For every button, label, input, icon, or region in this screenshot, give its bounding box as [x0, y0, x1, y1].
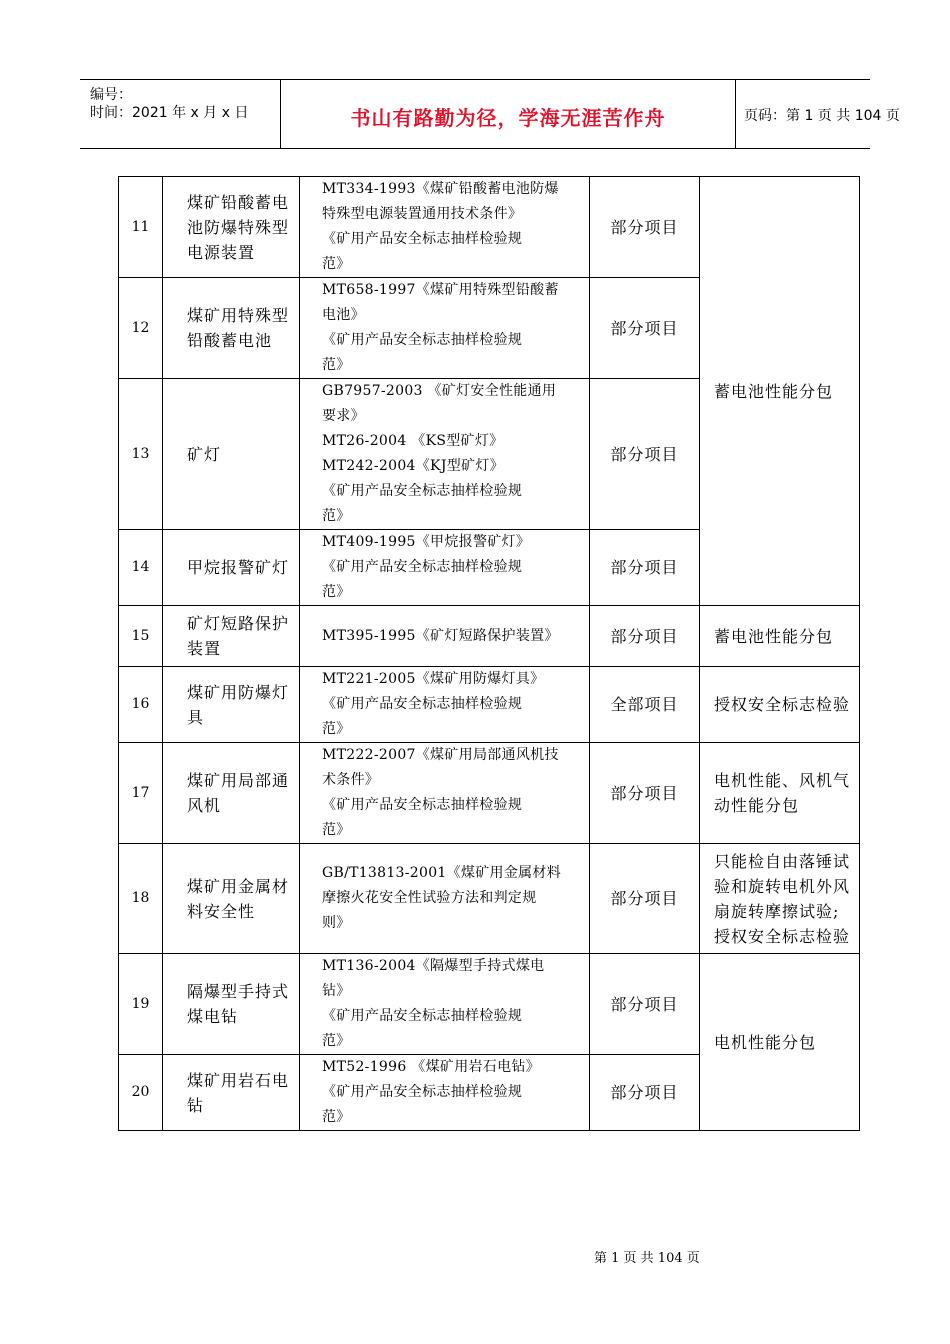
standard-line: MT395-1995《矿灯短路保护装置》: [322, 627, 559, 644]
standard-line: MT52-1996 《煤矿用岩石电钻》: [322, 1059, 540, 1075]
standard-line: MT334-1993《煤矿铅酸蓄电池防爆: [322, 181, 559, 197]
product-name: [163, 177, 300, 278]
row-number: 20: [119, 1055, 163, 1131]
standard-line: 《矿用产品安全标志抽样检验规: [322, 797, 523, 813]
standard-line: MT221-2005《煤矿用防爆灯具》: [322, 671, 545, 687]
standard-line: 范》: [322, 584, 351, 600]
standard-line: 范》: [322, 1033, 351, 1049]
row-number: 13: [119, 379, 163, 530]
header-meta: [80, 80, 280, 148]
product-name-line: 煤矿用金属材: [187, 876, 290, 896]
product-name-line: 电源装置: [187, 242, 256, 262]
test-scope: 部分项目: [590, 606, 700, 667]
remark-line: 动性能分包: [714, 796, 800, 815]
standard-line: 钻》: [322, 983, 351, 999]
standard-basis: [300, 278, 590, 379]
remark-line: 授权安全标志检验: [714, 926, 851, 946]
table-row: [119, 177, 860, 278]
test-scope: 部分项目: [590, 1055, 700, 1131]
header-page-cell: [736, 80, 900, 148]
standard-line: 要求》: [322, 408, 365, 424]
standard-line: MT409-1995《甲烷报警矿灯》: [322, 534, 531, 550]
standard-line: 《矿用产品安全标志抽样检验规: [322, 231, 523, 247]
table-row: [119, 667, 860, 743]
remark-line: 验和旋转电机外风: [714, 876, 851, 896]
remark-line: 蓄电池性能分包: [714, 381, 834, 401]
standard-line: 《矿用产品安全标志抽样检验规: [322, 483, 523, 499]
product-name: [163, 278, 300, 379]
standard-line: 《矿用产品安全标志抽样检验规: [322, 559, 523, 575]
test-scope: 部分项目: [590, 844, 700, 954]
standard-line: 范》: [322, 508, 351, 524]
standard-line: 《矿用产品安全标志抽样检验规: [322, 1008, 523, 1024]
standard-basis: [300, 530, 590, 606]
page-footer: 第 1 页 共 104 页: [594, 1251, 700, 1266]
test-scope: 部分项目: [590, 177, 700, 278]
test-scope: 部分项目: [590, 530, 700, 606]
product-name-line: 风机: [187, 796, 222, 815]
row-number: 18: [119, 844, 163, 954]
product-name-line: 甲烷报警矿灯: [187, 558, 290, 577]
table-row: [119, 743, 860, 844]
standard-basis: [300, 667, 590, 743]
test-scope: 部分项目: [590, 954, 700, 1055]
remark: [700, 667, 860, 743]
page-label: 页码：第 1 页 共 104 页: [744, 108, 900, 124]
test-scope: 部分项目: [590, 278, 700, 379]
test-scope: 部分项目: [590, 379, 700, 530]
remark-motor-merged: [700, 954, 860, 1131]
product-name: [163, 743, 300, 844]
product-name-line: 矿灯: [187, 444, 222, 464]
motto: 书山有路勤为径，学海无涯苦作舟: [350, 106, 666, 130]
standard-line: 电池》: [322, 307, 365, 323]
standard-line: 则》: [322, 915, 351, 931]
product-name-line: 钻: [187, 1095, 205, 1115]
standard-line: MT658-1997《煤矿用特殊型铅酸蓄: [322, 282, 559, 298]
page-header: [80, 79, 900, 149]
standard-basis: [300, 606, 590, 667]
remark-line: 电机性能分包: [714, 1032, 817, 1052]
product-name: [163, 530, 300, 606]
product-name-line: 煤矿用特殊型: [187, 306, 290, 325]
product-name-line: 铅酸蓄电池: [187, 331, 273, 350]
row-number: 12: [119, 278, 163, 379]
standard-line: 术条件》: [322, 772, 380, 788]
standard-line: 范》: [322, 357, 351, 373]
standard-line: 范》: [322, 256, 351, 272]
time-label: 时间：2021 年 x 月 x 日: [90, 105, 249, 121]
remark-line: 扇旋转摩擦试验;: [714, 901, 840, 921]
remark-line: 授权安全标志检验: [714, 695, 851, 714]
standard-line: 《矿用产品安全标志抽样检验规: [322, 332, 523, 348]
product-name: [163, 379, 300, 530]
standard-line: 《矿用产品安全标志抽样检验规: [322, 696, 523, 712]
standard-line: MT222-2007《煤矿用局部通风机技: [322, 747, 559, 763]
table-row: [119, 606, 860, 667]
product-name-line: 装置: [187, 639, 222, 658]
standard-basis: [300, 954, 590, 1055]
remark: [700, 743, 860, 844]
table-row: [119, 954, 860, 1055]
product-name-line: 煤矿用岩石电: [187, 1070, 290, 1090]
product-name-line: 煤电钻: [187, 1007, 239, 1026]
standard-basis: [300, 844, 590, 954]
remark-line: 只能检自由落锤试: [714, 851, 851, 871]
test-scope: 部分项目: [590, 743, 700, 844]
product-name-line: 煤矿铅酸蓄电: [187, 192, 290, 212]
product-name: [163, 954, 300, 1055]
standard-basis: [300, 379, 590, 530]
product-name-line: 矿灯短路保护: [187, 614, 290, 633]
remark-battery-merged: [700, 177, 860, 606]
header-motto-cell: [280, 80, 736, 148]
standards-table: [118, 176, 860, 1131]
row-number: 19: [119, 954, 163, 1055]
remark-line: 电机性能、风机气: [714, 771, 851, 790]
product-name-line: 隔爆型手持式: [187, 982, 290, 1001]
code-label: 编号：: [90, 87, 132, 103]
standard-line: 《矿用产品安全标志抽样检验规: [322, 1084, 523, 1100]
product-name: [163, 844, 300, 954]
product-name: [163, 1055, 300, 1131]
remark: [700, 844, 860, 954]
product-name: [163, 667, 300, 743]
standard-line: 范》: [322, 822, 351, 838]
standard-line: 摩擦火花安全性试验方法和判定规: [322, 890, 537, 906]
test-scope: 全部项目: [590, 667, 700, 743]
product-name-line: 煤矿用防爆灯: [187, 682, 290, 702]
standard-basis: [300, 177, 590, 278]
standard-line: GB7957-2003 《矿灯安全性能通用: [322, 383, 557, 399]
product-name-line: 煤矿用局部通: [187, 771, 290, 790]
standard-line: MT136-2004《隔爆型手持式煤电: [322, 958, 545, 974]
standard-line: MT26-2004 《KS型矿灯》: [322, 433, 504, 449]
row-number: 17: [119, 743, 163, 844]
standard-line: 范》: [322, 1109, 351, 1125]
product-name-line: 料安全性: [187, 901, 256, 921]
product-name: [163, 606, 300, 667]
standard-basis: [300, 743, 590, 844]
remark: [700, 606, 860, 667]
table-row: [119, 844, 860, 954]
standard-line: GB/T13813-2001《煤矿用金属材料: [322, 865, 562, 881]
row-number: 11: [119, 177, 163, 278]
standard-line: 范》: [322, 721, 351, 737]
standard-line: MT242-2004《KJ型矿灯》: [322, 458, 504, 474]
standard-basis: [300, 1055, 590, 1131]
row-number: 14: [119, 530, 163, 606]
standard-line: 特殊型电源装置通用技术条件》: [322, 206, 523, 222]
remark-line: 蓄电池性能分包: [714, 626, 834, 646]
row-number: 15: [119, 606, 163, 667]
product-name-line: 具: [187, 707, 205, 727]
row-number: 16: [119, 667, 163, 743]
product-name-line: 池防爆特殊型: [187, 217, 290, 237]
